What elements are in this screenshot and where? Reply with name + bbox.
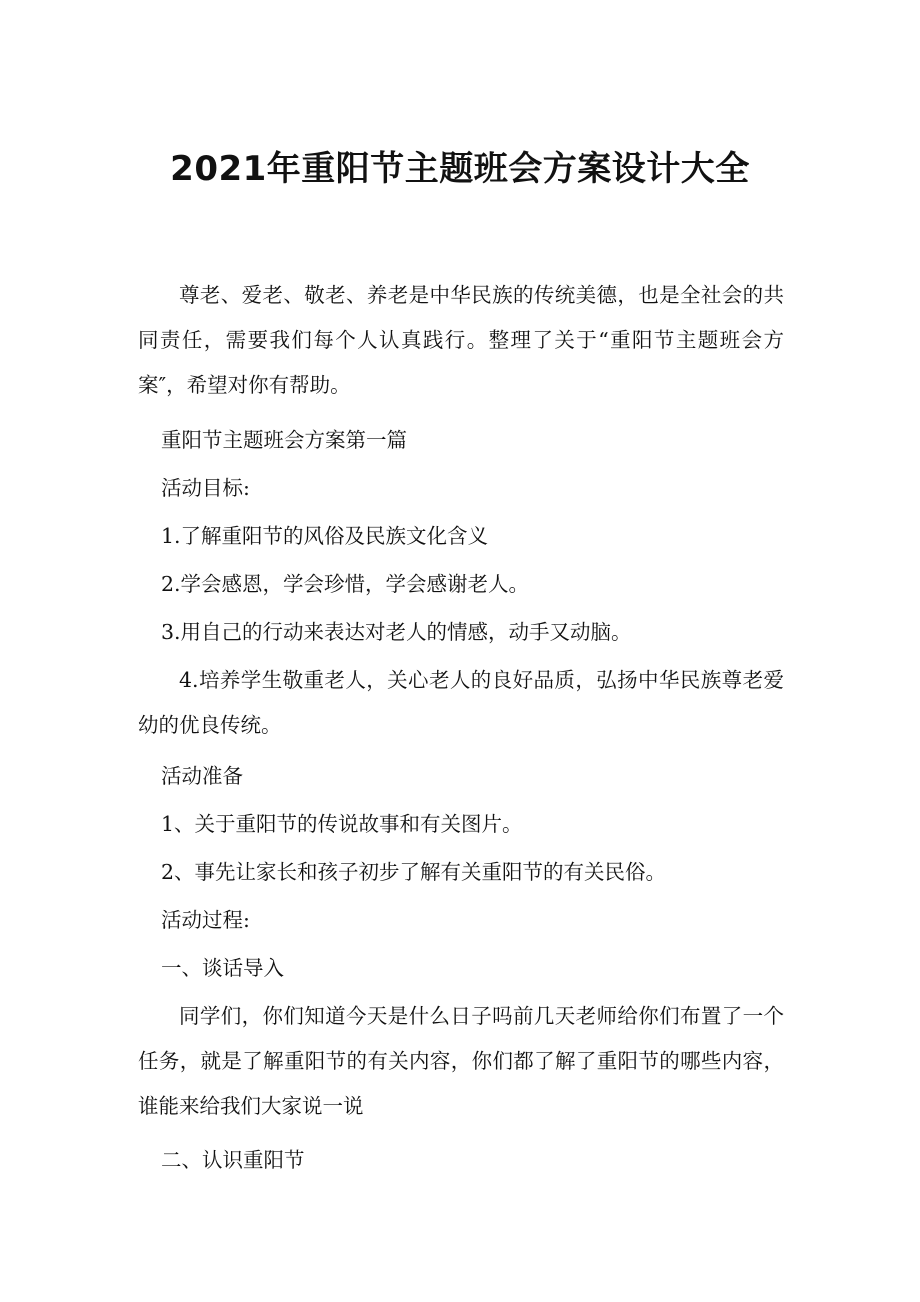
subheading-activity-goals: 活动目标: bbox=[161, 476, 250, 500]
goal-item-2: 2.学会感恩，学会珍惜，学会感谢老人。 bbox=[161, 572, 530, 596]
introduction-paragraph: 同学们，你们知道今天是什么日子吗前几天老师给你们布置了一个任务，就是了解重阳节的有关内容，你们都了解了重阳节的哪些内容，谁能来给我们大家说一说 bbox=[138, 1004, 784, 1118]
step-heading-know-chongyang: 二、认识重阳节 bbox=[161, 1148, 305, 1172]
preparation-item-2: 2、事先让家长和孩子初步了解有关重阳节的有关民俗。 bbox=[161, 860, 667, 884]
goal-item-1: 1.了解重阳节的风俗及民族文化含义 bbox=[161, 524, 489, 548]
document-title: 2021年重阳节主题班会方案设计大全 bbox=[170, 149, 750, 189]
subheading-activity-preparation: 活动准备 bbox=[161, 764, 243, 788]
intro-paragraph: 尊老、爱老、敬老、养老是中华民族的传统美德，也是全社会的共同责任，需要我们每个人认真践行。整理了关于“重阳节主题班会方案″，希望对你有帮助。 bbox=[138, 283, 784, 397]
subheading-activity-process: 活动过程: bbox=[161, 908, 250, 932]
goal-item-3: 3.用自己的行动来表达对老人的情感，动手又动脑。 bbox=[161, 620, 632, 644]
goal-item-4: 4.培养学生敬重老人，关心老人的良好品质，弘扬中华民族尊老爱幼的优良传统。 bbox=[138, 668, 784, 737]
preparation-item-1: 1、关于重阳节的传说故事和有关图片。 bbox=[161, 812, 523, 836]
section-heading-first-plan: 重阳节主题班会方案第一篇 bbox=[161, 428, 407, 452]
step-heading-introduction: 一、谈话导入 bbox=[161, 956, 284, 980]
